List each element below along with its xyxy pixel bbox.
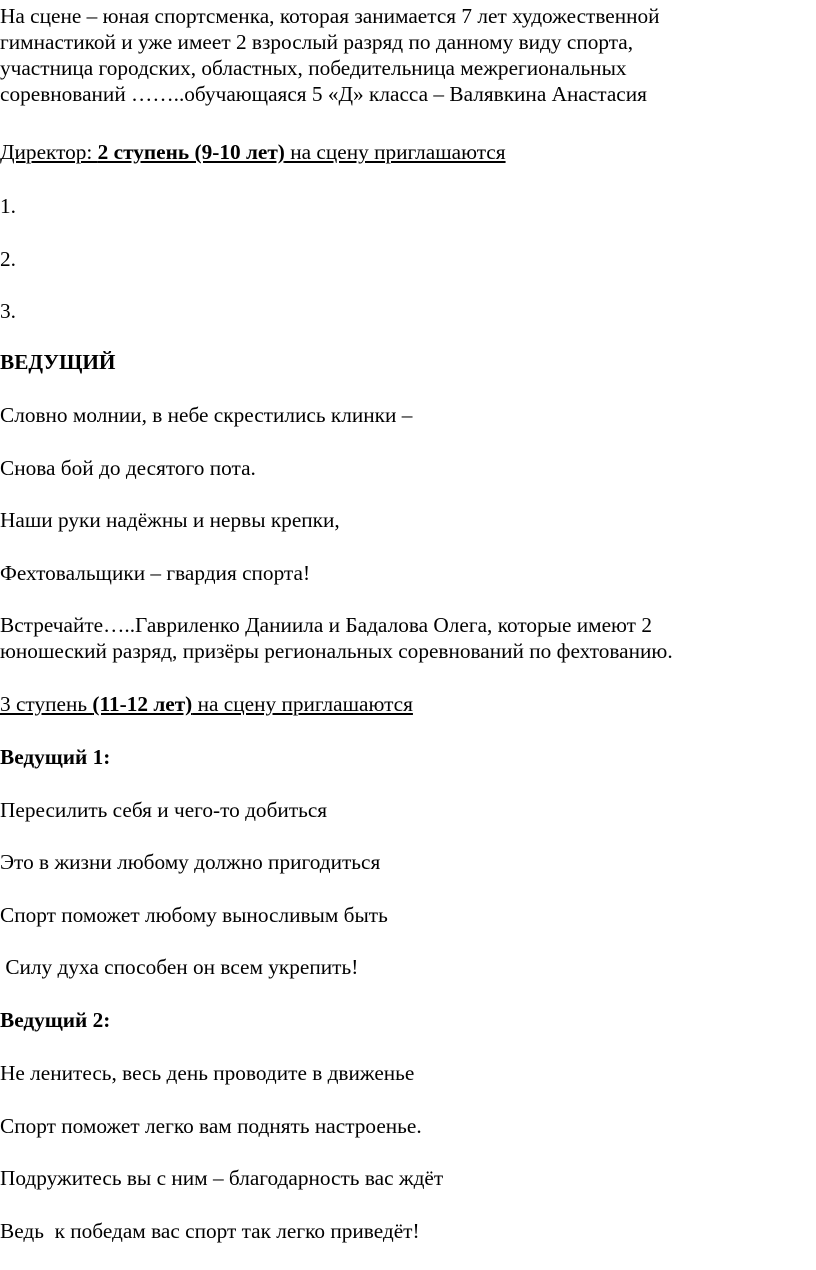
intro-line: гимнастикой и уже имеет 2 взрослый разряд по данному виду спорта,	[0, 30, 634, 54]
intro-paragraph	[0, 3, 812, 107]
stage3-invite: на сцену приглашаются	[192, 692, 413, 716]
intro-line: На сцене – юная спортсменка, которая занимается 7 лет художественной	[0, 4, 660, 28]
numbered-item: 2.	[0, 247, 16, 271]
stage3-label: 3 ступень	[0, 692, 93, 716]
director-label: Директор:	[0, 140, 98, 164]
host-heading: ВЕДУЩИЙ	[0, 350, 116, 374]
poem-line: Словно молнии, в небе скрестились клинки –	[0, 403, 413, 427]
poem-line: Не ленитесь, весь день проводите в движенье	[0, 1061, 415, 1085]
intro-line: соревнований ……..обучающаяся 5 «Д» класса – Валявкина Анастасия	[0, 82, 647, 106]
poem-line: Спорт поможет легко вам поднять настроенье.	[0, 1114, 422, 1138]
meet-paragraph	[0, 612, 673, 664]
stage3-age: (11-12 лет)	[92, 692, 193, 716]
numbered-item: 3.	[0, 299, 16, 323]
poem-line: Снова бой до десятого пота.	[0, 456, 256, 480]
host2-heading: Ведущий 2:	[0, 1008, 111, 1032]
stage3-line	[0, 691, 413, 717]
poem-line: Спорт поможет любому выносливым быть	[0, 903, 388, 927]
director-line	[0, 139, 506, 165]
poem-line: Ведь к победам вас спорт так легко приведёт!	[0, 1219, 420, 1243]
poem-line: Это в жизни любому должно пригодиться	[0, 850, 381, 874]
poem-line: Подружитесь вы с ним – благодарность вас ждёт	[0, 1166, 444, 1190]
poem-line: Наши руки надёжны и нервы крепки,	[0, 508, 340, 532]
numbered-item: 1.	[0, 194, 16, 218]
poem-line: Пересилить себя и чего-то добиться	[0, 798, 328, 822]
director-invite: на сцену приглашаются	[284, 140, 506, 164]
poem-line: Фехтовальщики – гвардия спорта!	[0, 561, 311, 585]
intro-line: участница городских, областных, победительница межрегиональных	[0, 56, 627, 80]
poem-line: Силу духа способен он всем укрепить!	[0, 955, 359, 979]
host1-heading: Ведущий 1:	[0, 745, 111, 769]
director-stage: 2 ступень (9-10 лет)	[97, 140, 285, 164]
meet-line: Встречайте…..Гавриленко Даниила и Бадалова Олега, которые имеют 2	[0, 613, 652, 637]
meet-line: юношеский разряд, призёры региональных соревнований по фехтованию.	[0, 639, 673, 663]
